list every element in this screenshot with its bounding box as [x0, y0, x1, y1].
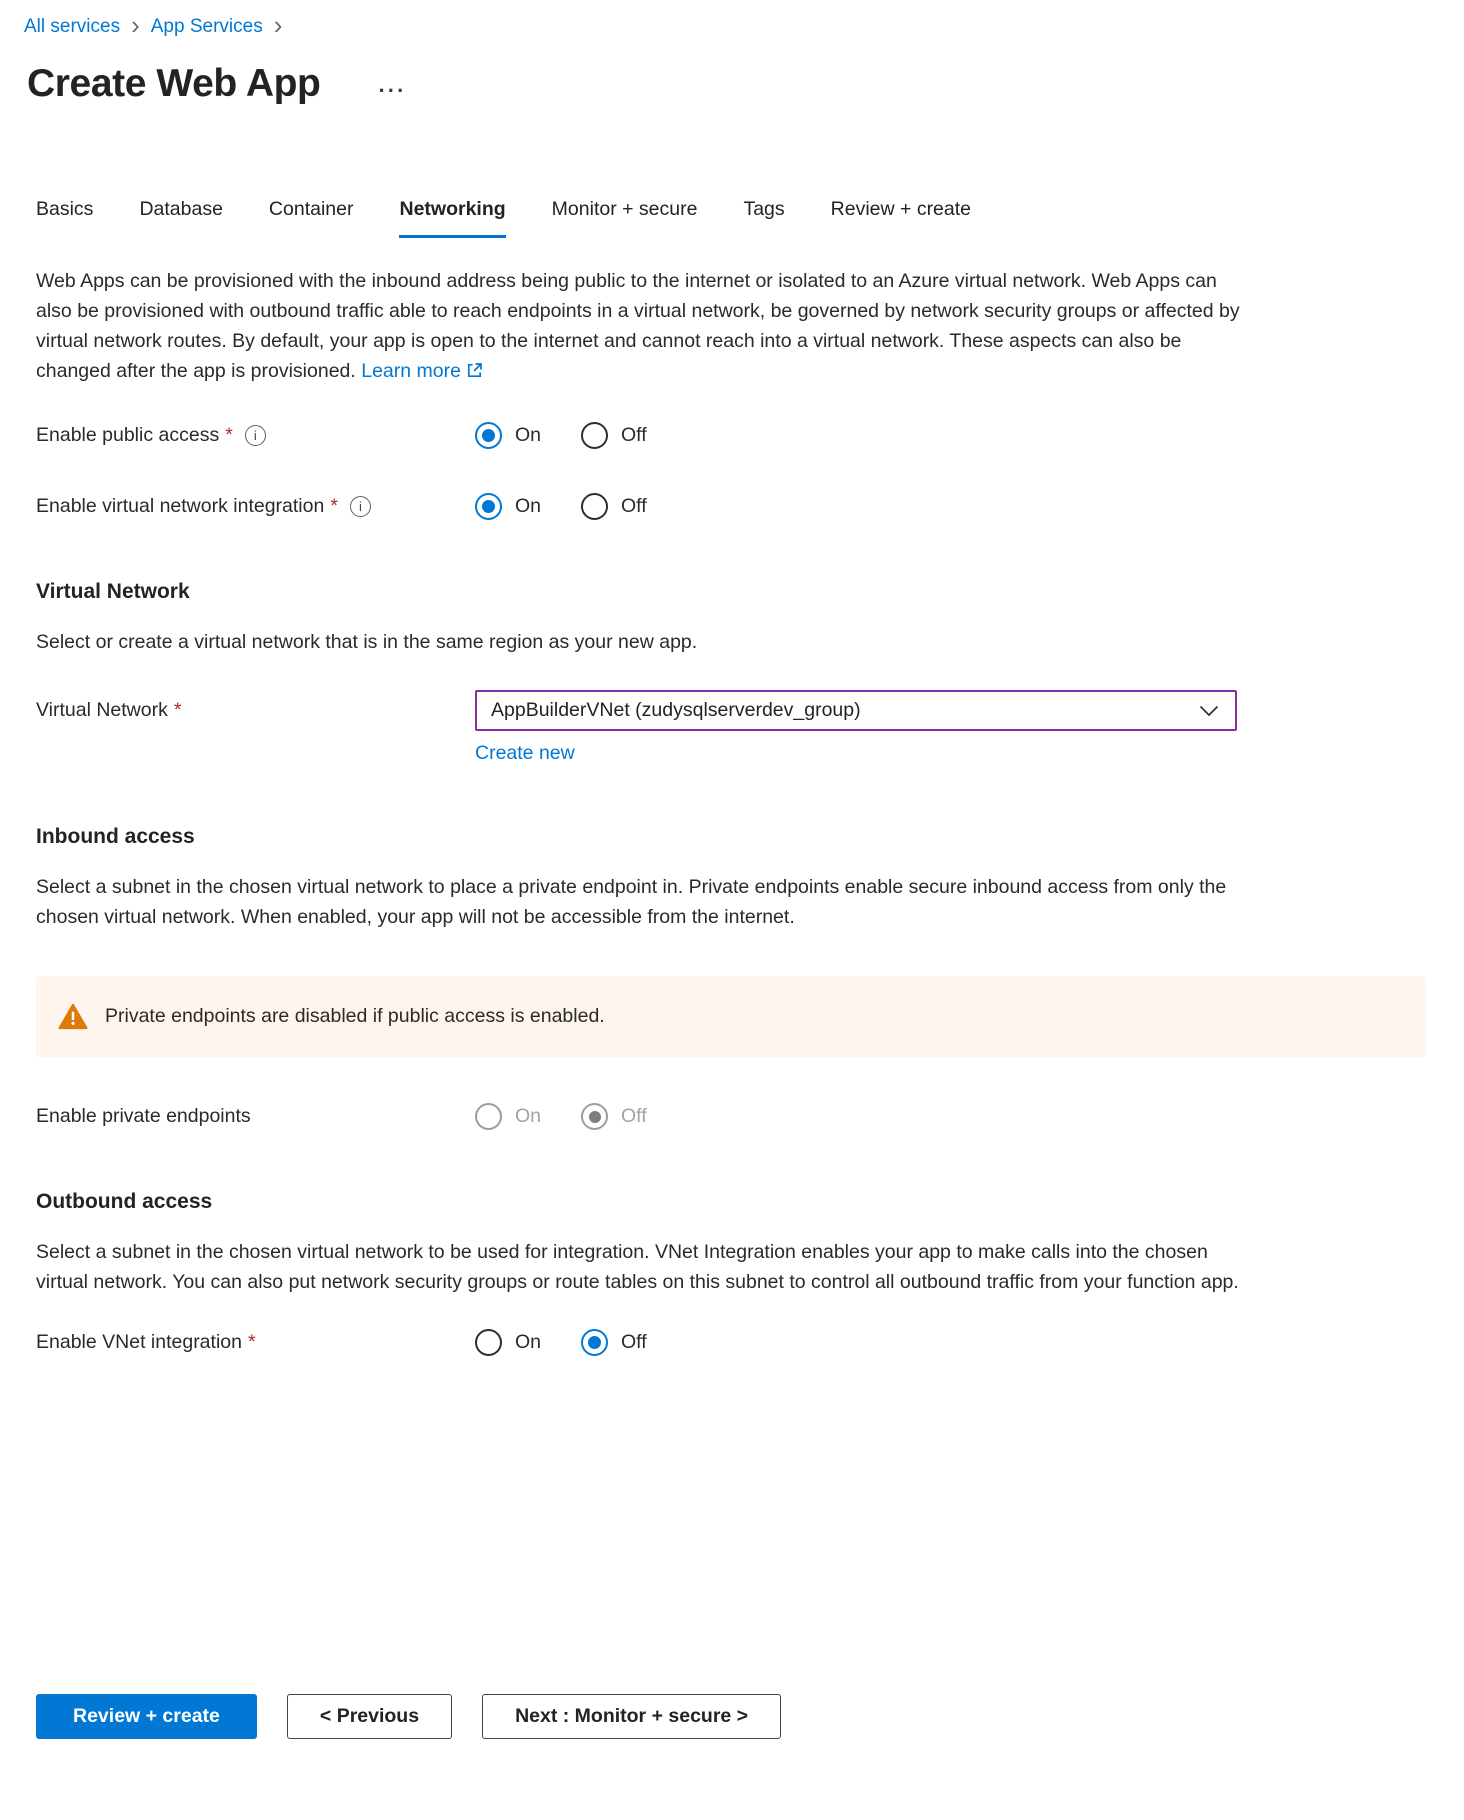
enable-vnet-integration-row: [36, 493, 1464, 520]
vnet-integration-radio-group: [475, 493, 647, 520]
breadcrumb-chevron-icon: ›: [273, 10, 283, 40]
breadcrumb-app-services-link[interactable]: App Services: [150, 16, 263, 37]
vnet-integration-off-label: Off: [621, 495, 647, 517]
required-asterisk: *: [225, 424, 233, 446]
virtual-network-dropdown[interactable]: [475, 690, 1237, 731]
tab-database[interactable]: Database: [139, 198, 223, 220]
breadcrumb: [24, 10, 1464, 40]
tab-tags[interactable]: Tags: [743, 198, 785, 220]
private-endpoints-off-radio: [581, 1103, 608, 1130]
virtual-network-dropdown-value: AppBuilderVNet (zudysqlserverdev_group): [491, 699, 861, 721]
breadcrumb-chevron-icon: ›: [131, 10, 140, 40]
warning-text: Private endpoints are disabled if public access is enabled.: [105, 1005, 605, 1027]
footer-actions: [36, 1694, 1464, 1739]
breadcrumb-all-services-link[interactable]: All services: [24, 16, 121, 37]
review-create-button[interactable]: Review + create: [36, 1694, 257, 1739]
private-endpoints-on-label: On: [515, 1105, 542, 1127]
warning-banner: [36, 976, 1426, 1057]
vnet-integration-outbound-radio-group: [475, 1329, 647, 1356]
more-options-button[interactable]: ···: [378, 78, 407, 103]
required-asterisk: *: [247, 1331, 256, 1353]
private-endpoints-off-label: Off: [621, 1105, 647, 1127]
vnet-integration-outbound-on-radio[interactable]: [475, 1329, 502, 1356]
vnet-integration-outbound-off-radio[interactable]: [581, 1329, 608, 1356]
enable-private-endpoints-label: Enable private endpoints: [36, 1105, 251, 1127]
intro-body: Web Apps can be provisioned with the inbound address being public to the internet or isolated to an Azure virtual network. Web Apps can also be provisioned with outbound traffic able to reach endpoints in a virtual network, be governed by network security groups or affected by virtual network routes. By default, your app is open to the internet and cannot reach into a virtual network. These aspects can also be changed after the app is provisioned.: [36, 270, 1240, 382]
tab-container[interactable]: Container: [268, 198, 354, 220]
public-access-off-label: Off: [621, 424, 647, 446]
tab-bar: [36, 198, 1464, 238]
tab-networking[interactable]: Networking: [399, 198, 505, 238]
external-link-icon: [465, 361, 484, 380]
virtual-network-description: Select or create a virtual network that is in the same region as your new app.: [36, 631, 698, 653]
vnet-integration-outbound-on-label: On: [515, 1331, 542, 1353]
required-asterisk: *: [330, 495, 338, 517]
previous-button[interactable]: < Previous: [287, 1694, 452, 1739]
chevron-down-icon: [1199, 705, 1219, 717]
public-access-on-label: On: [515, 424, 542, 446]
virtual-network-heading: Virtual Network: [36, 580, 190, 603]
vnet-integration-outbound-off-label: Off: [621, 1331, 647, 1353]
enable-vnet-integration-label: Enable virtual network integration * i: [36, 495, 475, 518]
create-new-link[interactable]: Create new: [475, 742, 575, 764]
info-icon[interactable]: i: [350, 496, 371, 517]
networking-intro-text: [36, 266, 1242, 386]
virtual-network-field-row: [36, 690, 1464, 765]
page-title: Create Web App: [27, 62, 321, 105]
outbound-access-description: Select a subnet in the chosen virtual network to be used for integration. VNet Integration enables your app to make calls into the chosen virtual network. You can also put network security groups or route tables on this subnet to control all outbound traffic from your function app.: [36, 1241, 1239, 1293]
inbound-access-description: Select a subnet in the chosen virtual network to place a private endpoint in. Private endpoints enable secure inbound access from only the chosen virtual network. When enabled, your app will not be accessible from the internet.: [36, 876, 1227, 928]
private-endpoints-on-radio: [475, 1103, 502, 1130]
enable-vnet-integration-outbound-label: Enable VNet integration *: [36, 1331, 256, 1353]
learn-more-link[interactable]: Learn more: [361, 360, 484, 382]
next-monitor-secure-button[interactable]: Next : Monitor + secure >: [482, 1694, 781, 1739]
info-icon[interactable]: i: [245, 425, 266, 446]
private-endpoints-radio-group: [475, 1103, 647, 1130]
enable-private-endpoints-row: [36, 1103, 1464, 1130]
public-access-on-radio[interactable]: [475, 422, 502, 449]
tab-basics[interactable]: Basics: [36, 198, 94, 220]
public-access-off-radio[interactable]: [581, 422, 608, 449]
virtual-network-control-col: [475, 690, 1237, 765]
enable-public-access-label: Enable public access * i: [36, 424, 475, 447]
enable-vnet-integration-outbound-row: [36, 1329, 1464, 1356]
tab-review-create[interactable]: Review + create: [830, 198, 972, 220]
vnet-integration-on-radio[interactable]: [475, 493, 502, 520]
outbound-access-heading: Outbound access: [36, 1190, 213, 1213]
inbound-access-heading: Inbound access: [36, 825, 195, 848]
tab-monitor-secure[interactable]: Monitor + secure: [551, 198, 698, 220]
required-asterisk: *: [173, 699, 182, 721]
vnet-integration-on-label: On: [515, 495, 542, 517]
title-row: [27, 62, 1464, 106]
warning-icon: [58, 1003, 88, 1030]
public-access-radio-group: [475, 422, 647, 449]
enable-public-access-row: [36, 422, 1464, 449]
virtual-network-field-label: Virtual Network *: [36, 699, 182, 721]
vnet-integration-off-radio[interactable]: [581, 493, 608, 520]
